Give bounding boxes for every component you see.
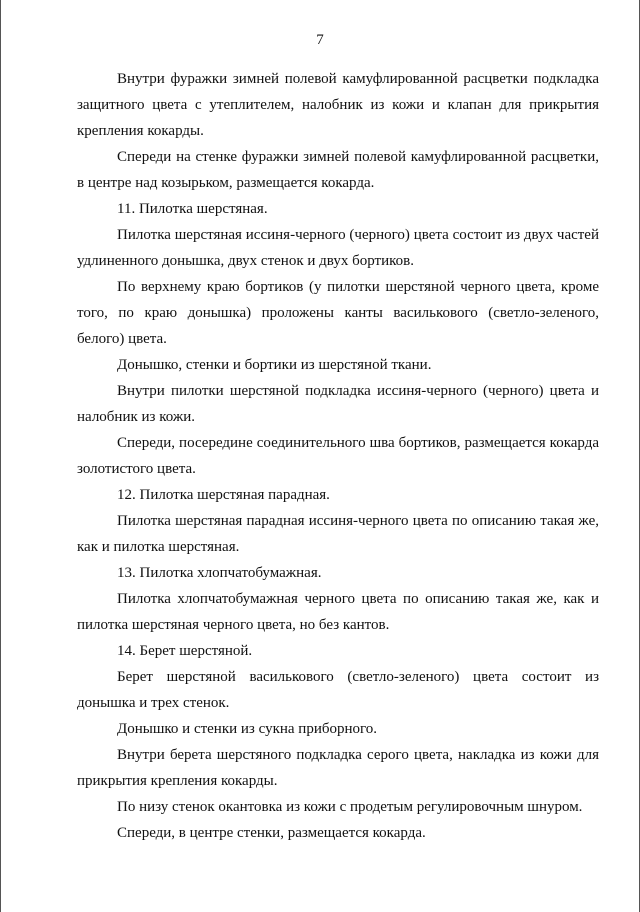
- paragraph: Пилотка шерстяная парадная иссиня-черного цвета по описанию такая же, как и пилотка шерстяная.: [77, 513, 599, 555]
- paragraph: Внутри пилотки шерстяной подкладка иссиня-черного (черного) цвета и налобник из кожи.: [77, 383, 599, 425]
- section-heading: 13. Пилотка хлопчатобумажная.: [117, 565, 322, 581]
- paragraph: Спереди на стенке фуражки зимней полевой камуфлированной расцветки, в центре над козырьком, размещается кокарда.: [77, 149, 599, 191]
- paragraph: По верхнему краю бортиков (у пилотки шерстяной черного цвета, кроме того, по краю донышка) проложены канты василькового (светло-зеленого, белого) цвета.: [77, 279, 599, 347]
- page-number: 7: [316, 32, 324, 48]
- paragraph: Пилотка шерстяная иссиня-черного (черного) цвета состоит из двух частей удлиненного донышка, двух стенок и двух бортиков.: [77, 227, 599, 269]
- paragraph: По низу стенок окантовка из кожи с продетым регулировочным шнуром.: [117, 799, 583, 815]
- paragraph: Пилотка хлопчатобумажная черного цвета по описанию такая же, как и пилотка шерстяная черного цвета, но без кантов.: [77, 591, 599, 633]
- paragraph: Внутри берета шерстяного подкладка серого цвета, накладка из кожи для прикрытия крепления кокарды.: [77, 747, 599, 789]
- paragraph: Внутри фуражки зимней полевой камуфлированной расцветки подкладка защитного цвета с утеплителем, налобник из кожи и клапан для прикрытия крепления кокарды.: [77, 71, 599, 139]
- paragraph: Берет шерстяной василькового (светло-зеленого) цвета состоит из донышка и трех стенок.: [77, 669, 599, 711]
- document-body: [77, 66, 599, 846]
- section-heading: 14. Берет шерстяной.: [117, 643, 253, 659]
- paragraph: Спереди, посередине соединительного шва бортиков, размещается кокарда золотистого цвета.: [77, 435, 599, 477]
- section-heading: 11. Пилотка шерстяная.: [117, 201, 268, 217]
- section-heading: 12. Пилотка шерстяная парадная.: [117, 487, 330, 503]
- paragraph: Спереди, в центре стенки, размещается кокарда.: [117, 825, 426, 841]
- paragraph: Донышко, стенки и бортики из шерстяной ткани.: [117, 357, 432, 373]
- paragraph: Донышко и стенки из сукна приборного.: [117, 721, 378, 737]
